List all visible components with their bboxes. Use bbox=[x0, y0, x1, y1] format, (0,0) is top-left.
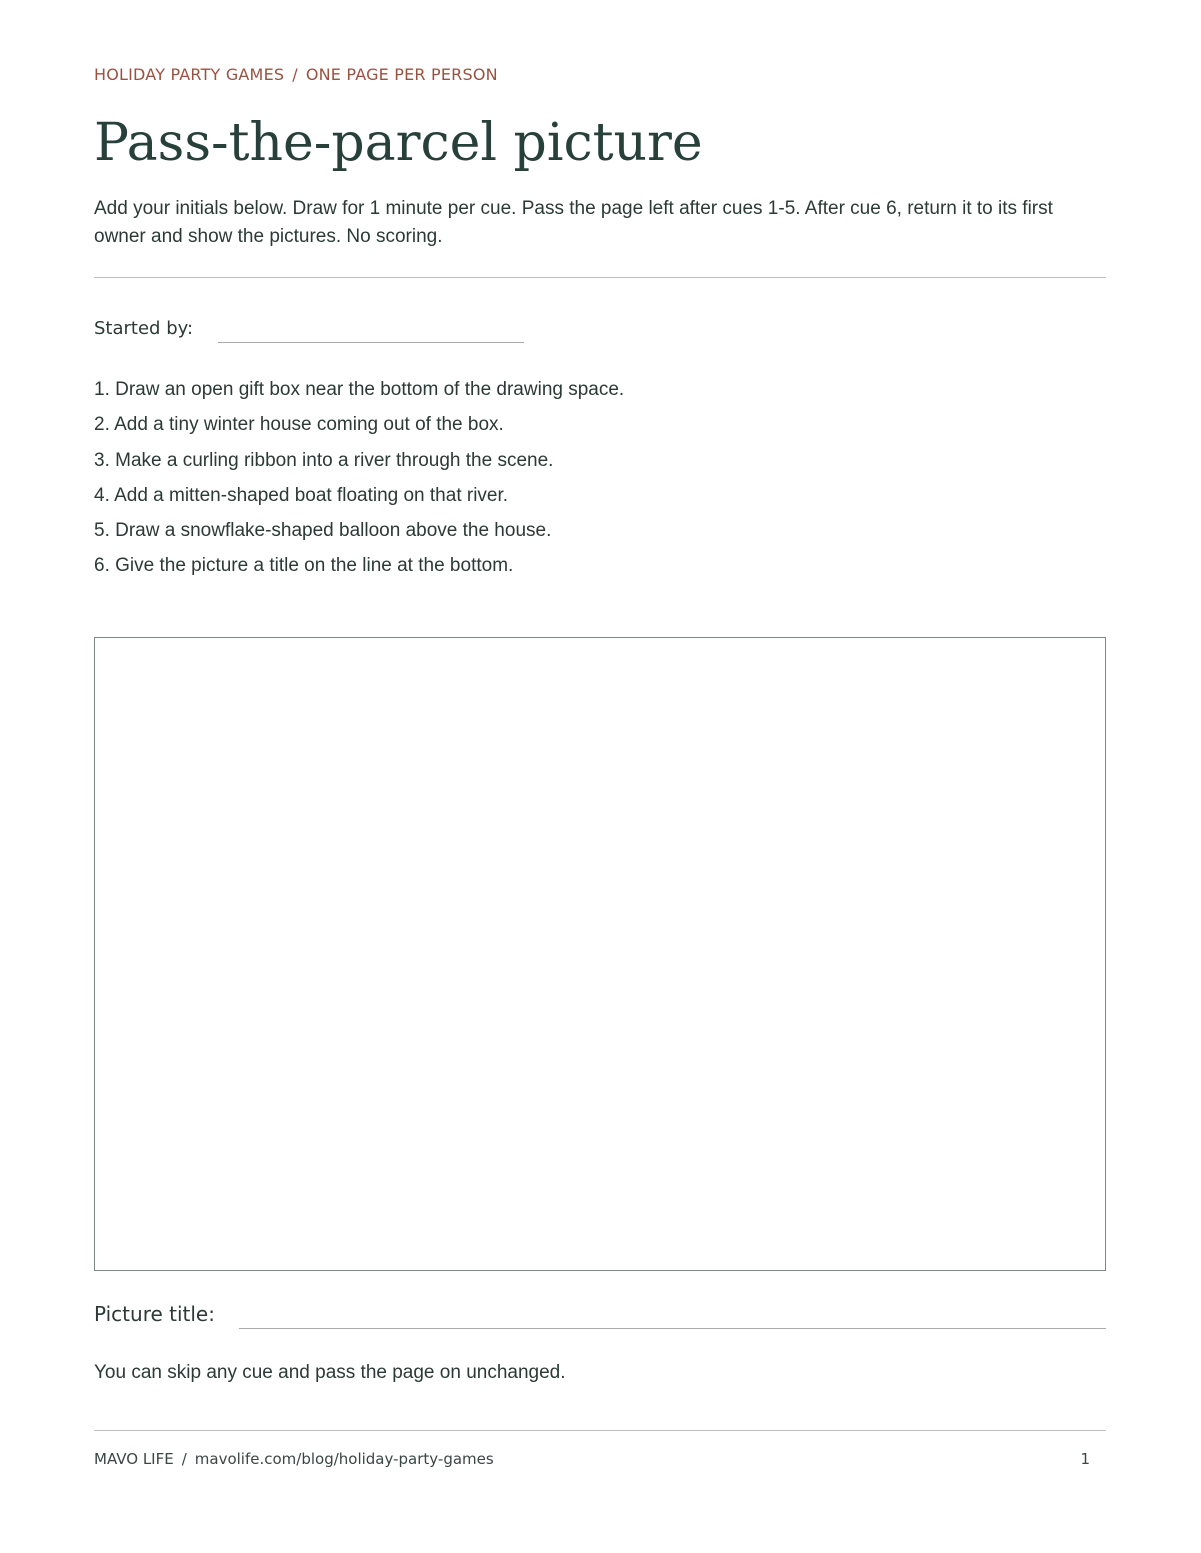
breadcrumb bbox=[94, 65, 498, 84]
cue-item: 4. Add a mitten-shaped boat floating on that river. bbox=[94, 484, 509, 506]
cue-item: 3. Make a curling ribbon into a river through the scene. bbox=[94, 449, 554, 471]
intro-instructions: Add your initials below. Draw for 1 minute per cue. Pass the page left after cues 1-5. After cue 6, return it to its first owner and show the pictures. No scoring. bbox=[94, 198, 1053, 247]
cue-list bbox=[94, 372, 624, 584]
picture-title-field[interactable] bbox=[239, 1328, 1106, 1329]
header-divider bbox=[94, 277, 1106, 278]
cue-item: 6. Give the picture a title on the line at the bottom. bbox=[94, 555, 514, 577]
footer-brand: MAVO LIFE bbox=[94, 1450, 174, 1468]
breadcrumb-separator: / bbox=[292, 65, 298, 84]
started-by-label: Started by: bbox=[94, 318, 194, 339]
footer-divider bbox=[94, 1430, 1106, 1431]
breadcrumb-subsection: ONE PAGE PER PERSON bbox=[305, 65, 498, 84]
footer-url[interactable]: mavolife.com/blog/holiday-party-games bbox=[194, 1450, 494, 1468]
picture-title-label: Picture title: bbox=[94, 1302, 215, 1326]
drawing-area[interactable] bbox=[94, 637, 1106, 1271]
skip-note: You can skip any cue and pass the page on unchanged. bbox=[94, 1362, 566, 1383]
cue-item: 1. Draw an open gift box near the bottom of the drawing space. bbox=[94, 379, 625, 400]
cue-item: 2. Add a tiny winter house coming out of the box. bbox=[94, 414, 504, 436]
page-title: Pass-the-parcel picture bbox=[94, 113, 703, 173]
breadcrumb-section: HOLIDAY PARTY GAMES bbox=[94, 65, 285, 84]
started-by-field[interactable] bbox=[218, 342, 524, 343]
cue-item: 5. Draw a snowflake-shaped balloon above the house. bbox=[94, 520, 552, 542]
page-number: 1 bbox=[1080, 1450, 1090, 1468]
footer-separator: / bbox=[181, 1450, 187, 1468]
footer-source bbox=[94, 1450, 494, 1468]
worksheet-page bbox=[94, 0, 1106, 1553]
